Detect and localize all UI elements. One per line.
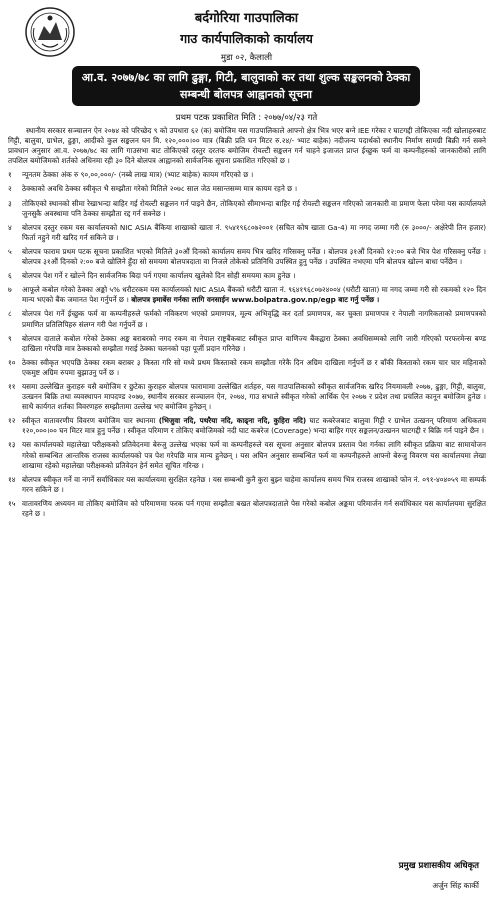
list-item [8, 170, 486, 180]
list-item-number: ९ [8, 333, 12, 343]
list-item-text [22, 170, 486, 180]
list-item-number: ५ [8, 246, 12, 256]
publication-date: प्रथम पटक प्रकाशित मिति : २०७७/०४/२३ गते [175, 113, 318, 123]
list-item-body: स्वीकृत वातावरणीय विवरण बमोजिम चार स्थानमा [22, 416, 156, 426]
list-item [8, 223, 486, 243]
list-item-body: वातावरणिय अध्ययन मा तोकिए बमोजिम को परिमाणमा फरक पर्न गएमा सम्झौता बखत बोलपत्रदाताले पेस गरेको कबोल अङ्कमा परिमार्जन गर्न सर्वाधिकार यस कार्यालयमा सुरक्षित रहने छ । [22, 498, 486, 518]
list-item-tail: घाट कबरेजबाट बालुवा गिट्टी र ग्राभेल उत्खनन् परिमाण अधिकतम १२०,०००।०० घन मिटर मात्र हुनु पर्नेछ । स्वीकृत परिमाण र तोकिए बमोजिमको नदी घाट कबरेज (Coverage) भन्दा बाहिर गएर सङ्कलन/उत्खनन घाटगद्दी र बिक्रि गर्न पाइने छैन । [22, 416, 486, 436]
list-item [8, 247, 486, 267]
list-item-text [22, 199, 486, 219]
list-item-text [22, 334, 486, 354]
list-item-body: बोलपत्र फाराम प्रथम पटक सूचना प्रकाशित भएको मितिले ३०औं दिनको कार्यालय समय भित्र खरिद गरिसक्नु पर्नेछ । बोलपत्र ३१औं दिनको १२:०० बजे भित्र पेश गरिसक्नु पर्नेछ । बोलपत्र ३१औं दिनको २:०० बजे खोलिने हुँदा सो समयमा बोलपत्रदाता वा निजले तोकेको प्रतिनिधि उपस्थित हुनु पर्नेछ । उपस्थित नभएमा पनि बोलपत्र खोल्न बाधा पर्नेछैन । [22, 246, 486, 267]
list-item-body: तोकिएको स्थानको सीमा रेखाभन्दा बाहिर गई रोयल्टी सङ्कलन गर्न पाइने छैन, तोकिएको सीमाभन्दा बाहिर गई रोयल्टी सङ्कलन गरिएको जानकारी वा प्रमाण फेला परेमा यस कार्यालयले जुनसुकै अवस्थामा पनि ठेक्का सम्झौता रद्द गर्न सक्नेछ । [22, 198, 486, 218]
list-item-text [22, 358, 486, 378]
list-item-body: बोलपत्र पेश गर्ने ईच्छुक फर्म वा कम्पनीहरुले फर्मको नविकरण भएको प्रमाणपत्र, मूल्य अभिवृद्धि कर दर्ता प्रमाणपत्र, कर चुक्ता प्रमाणपत्र र नेपाली नागरिकताको प्रमाणपत्रको प्रमाणित प्रतिलिपिहरु संलग्न गरी पेश गर्नुपर्ने छ । [22, 309, 486, 329]
list-item [8, 358, 486, 378]
list-item-text [22, 309, 486, 329]
list-item-number: १४ [8, 474, 16, 484]
list-item-number: १० [8, 357, 16, 367]
list-item-text [22, 285, 486, 305]
list-item-emphasis: (भिजुवा नदि, पथरैया नदि, काढ्ना नदि, कुहिरा नदि) [158, 416, 307, 426]
list-item [8, 499, 486, 519]
list-item-emphasis: बोलपत्र इमार्बेस गर्नका लागि वनसाईन www.bolpatra.gov.np/egp बाट गर्नु पर्नेछ । [131, 295, 380, 305]
list-item [8, 285, 486, 305]
list-item-number: १२ [8, 416, 16, 426]
list-item-number: १ [8, 170, 12, 180]
list-item-body: ठेक्का स्वीकृत भएपछि ठेक्का रकम बराबर ३ किस्ता गरि सो मध्ये प्रथम किस्ताको रकम सम्झौता गरेकै दिन अग्रिम दाखिला गर्नुपर्ने छ र बाँकी किस्ताको रकम चार चार महिनाको एकमुष्ट अग्रिम रुपमा बुझाउनु पर्ने छ । [22, 357, 486, 377]
list-item-body: आफूले कबोल गरेको ठेक्का अङ्को ५% धरौटरकम यस कार्यालयको NIC ASIA बैंकको धरौटी खाता नं. ९६४१९६८०७२४००४ (धरौटी खाता) मा नगद जम्मा गरी सो रकमको १२० दिन मान्य भएको बैंक जमानत पेश गर्नुपर्ने छ । [22, 285, 486, 305]
list-item [8, 184, 486, 194]
notice-title-banner: आ.व. २०७७/७८ का लागि ढुङ्गा, गिटी, बालुवाको कर तथा शुल्क सङ्कलनको ठेक्का सम्बन्धी बोलपत्र आह्वानको सूचना [72, 66, 420, 106]
list-item [8, 334, 486, 354]
list-item-body: बोलपत्र स्वीकृत गर्ने वा नगर्ने सर्वाधिकार यस कार्यालयमा सुरक्षित रहनेछ । यस सम्बन्धी कुनै कुरा बुझ्न चाहेमा कार्यालय समय भित्र राजस्व शाखाको फोन नं. ०९१-४०४०५९ मा सम्पर्क गरन सकिने छ । [22, 474, 486, 494]
notice-body [8, 126, 486, 523]
signature-block [399, 860, 479, 891]
office-name: गाउ कार्यपालिकाको कार्यालय [180, 31, 313, 46]
list-item-text [22, 271, 486, 281]
list-item-text [22, 223, 486, 243]
list-item-body: ठेक्काको अवधि ठेक्का स्वीकृत भै सम्झौता गरेको मितिले २०७८ साल जेठ मसान्तसम्म मात्र कायम रहने छ । [22, 184, 298, 194]
list-item-number: ८ [8, 309, 12, 319]
list-item-text [22, 416, 486, 436]
list-item-text [22, 247, 486, 267]
list-item-text [22, 440, 486, 470]
list-item [8, 199, 486, 219]
list-item [8, 416, 486, 436]
list-item-text [22, 184, 486, 194]
list-item-body: बोलपत्र दस्तुर रकम यस कार्यालयको NIC ASIA बैंकिया शाखाको खाता नं. ९५४१९६८०७२००१ (सचित कोष खाता Ga-4) मा नगद जम्मा गरी (रु ३०००/- अक्षेरेपी तिन हजार) फिर्ता नहुने गरी खरिद गर्न सकिने छ । [22, 222, 486, 242]
office-address: मुडा ०२, कैलाली [220, 53, 273, 63]
list-item-text [22, 499, 486, 519]
list-item [8, 440, 486, 470]
list-item [8, 309, 486, 329]
list-item-number: १५ [8, 498, 16, 508]
list-item-body: यस कार्यालयको महालेखा परीक्षकको प्रतिवेदनमा बेरुजु उल्लेख भएका फर्म वा कम्पनीहरुले यस सूचना अनुसार बोलपत्र प्रस्ताव पेश गर्नका लागि स्वीकृत प्रक्रिया बाट सामायोजन गरेको सम्बन्धित आन्तरिक राजस्व कार्यालयको पत्र पेश गरेपछि मात्र मान्य हुनेछन् । यस अघिन अनुसार सम्बन्धित फर्म वा कम्पनीहरुले आफ्नो बेरुजु विवरण यस कार्यालयमा लेखा शाखामा रहेको महालेखा परीक्षकको प्रतिवेदन हेर्न समेत सूचित गरिन्छ । [22, 440, 486, 470]
list-item [8, 475, 486, 495]
signatory-title: प्रमुख प्रशासकीय अधिकृत [398, 861, 479, 871]
list-item-body: न्यूनतम ठेक्का अंक रु ९०,००,०००/- (नब्बे लाख मात्र) (भ्याट बाहेक) कायम गरिएको छ । [22, 170, 254, 180]
list-item-number: ३ [8, 198, 12, 208]
list-item-body: बोलपत्र दाताले कबोल गरेको ठेक्का अङ्क बराबरको नगद रकम वा नेपाल राष्ट्रबैंकबाट स्वीकृत प्राप्त वाणिज्य बैंकद्वारा ठेक्का अवधिसम्मको लागि जारी गरिएको परफरमेन्स बण्ड दाखिला गरेपछि मात्र ठेक्काको सम्झौता गराई ठेक्का चलनको पहा पूर्जी प्रदान गरिनेछ । [22, 333, 486, 353]
list-item-body: बोलपत्र पेश गर्ने र खोल्ने दिन सार्वजनिक बिदा पर्न गएमा कार्यालय खुलेको दिन सोही समयमा काम हुनेछ । [22, 271, 296, 281]
list-item-number: ६ [8, 271, 12, 281]
list-item-text [22, 475, 486, 495]
list-item-number: ११ [8, 381, 16, 391]
list-item-number: ७ [8, 285, 12, 295]
list-item [8, 271, 486, 281]
municipality-name: बर्दगोरिया गाउपालिका [194, 11, 299, 26]
list-item-body: यसमा उल्लेखित कुराहरु यसै बमोजिम र छुटेका कुराहरु बोलपत्र फारामामा उल्लेखित शर्तहरु, यस गाउपालिकाको स्वीकृत सार्वजनिक खरिद नियमावली २०७७, ढुङ्गा, गिट्टी, बालुवा, उत्खनन बिक्रि तथा व्यवस्थापन मापदण्ड २०७७, स्थानीय सरकार सञ्चालन ऐन, २०७४, गाउ सभाले स्वीकृत गरेको आर्थिक ऐन २०७७ र प्रदेश तथा प्रचलित कानून बमोजिम हुनेछ । साथै कार्यगत शर्तका विवरणहरु सम्झौतामा उल्लेख भए बमोजिम हुनेछन् । [22, 381, 486, 412]
list-item-number: १३ [8, 440, 16, 450]
list-item [8, 382, 486, 412]
signatory-name: अर्जुन सिंह कार्की [432, 881, 479, 890]
list-item-number: ४ [8, 222, 12, 232]
conditions-list [8, 170, 486, 519]
list-item-text [22, 382, 486, 412]
intro-paragraph: स्थानीय सरकार सञ्चालन ऐन २०७४ को परिच्छेद ९ को उपधारा ६२ (क) बमोजिम यस गाउपालिकाले आफ्नो क्षेत्र भित्र भएर बग्ने IEE गरेका र घाटगद्दी तोकिएका नदी खोलाहरुबाट गिट्टी, बालुवा, ग्राभेल, ढुङ्गा, आदीको कुल सङ्कलन घन मि. १२०,०००।०० मात्र (बिक्री प्रति घन मिटर रु.२४/- भ्याट बाहेक) नदीजन्य पदार्थको स्थानीय निर्माण सामग्री बिक्री गर्न सक्ने प्रावधान अनुसार आ.व. २०७७/७८ का लागि गाउसभा बाट तोकिएको दस्तुर दरतफ बमोजिम रोयल्टी सङ्कलन गर्न चाहने इजाजत प्राप्त ईच्छुक फर्म वा कम्पनीहरुको जानकारीको लागि तपशिल बमोजिमको शर्तको अधिनमा रही ३० दिने बोलपत्र आह्वानको सार्वजनिक सूचना प्रकाशित गरिएको छ । [8, 126, 486, 166]
list-item-number: २ [8, 184, 12, 194]
